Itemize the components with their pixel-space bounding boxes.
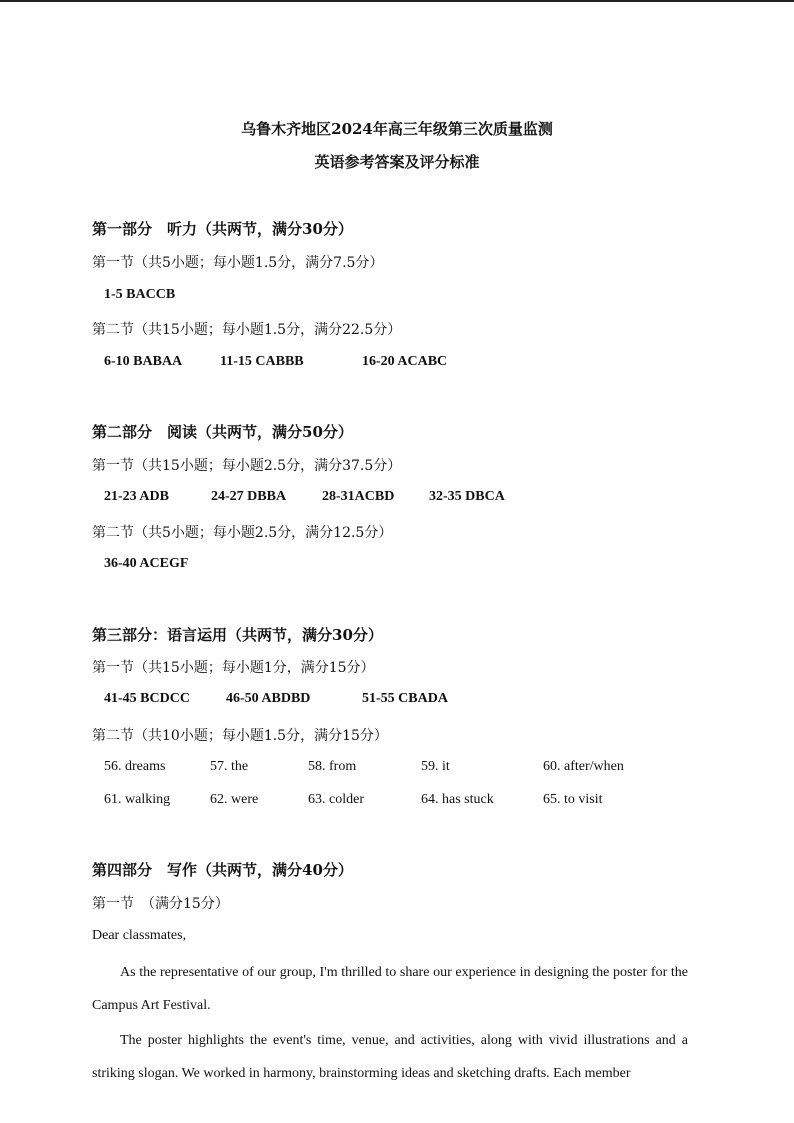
answer-group: 24-27 DBBA xyxy=(211,489,287,504)
answer-group: 16-20 ACABC xyxy=(362,354,448,369)
answer-item: 63. colder xyxy=(308,792,364,807)
part1-sec2-heading: 第二节（共15小题；每小题1.5分，满分22.5分） xyxy=(92,322,402,338)
answer-group: 36-40 ACEGF xyxy=(104,556,189,571)
answer-group: 51-55 CBADA xyxy=(362,691,448,706)
part4-sec1-heading: 第一节 （满分15分） xyxy=(92,896,229,912)
answer-group: 21-23 ADB xyxy=(104,489,169,504)
part3-sec1-heading: 第一节（共15小题；每小题1分，满分15分） xyxy=(92,660,375,676)
document-title: 乌鲁木齐地区2024年高三年级第三次质量监测 xyxy=(241,120,553,138)
answer-group: 11-15 CABBB xyxy=(220,354,304,369)
answer-group: 28-31ACBD xyxy=(322,489,395,504)
answer-group: 6-10 BABAA xyxy=(104,354,183,369)
answer-item: 64. has stuck xyxy=(421,792,494,807)
part1-sec1-heading: 第一节（共5小题；每小题1.5分，满分7.5分） xyxy=(92,255,384,271)
answer-item: 59. it xyxy=(421,759,450,774)
answer-group: 32-35 DBCA xyxy=(429,489,505,504)
part3-sec2-heading: 第二节（共10小题；每小题1.5分，满分15分） xyxy=(92,728,388,744)
top-rule xyxy=(0,0,794,2)
answer-group: 46-50 ABDBD xyxy=(226,691,311,706)
answer-item: 65. to visit xyxy=(543,792,603,807)
part2-heading: 第二部分 阅读（共两节，满分50分） xyxy=(92,423,353,441)
answer-item: 57. the xyxy=(210,759,249,774)
letter-paragraph-2: The poster highlights the event's time, venue, and activities, along with vivid illustrations and a striking slogan. We worked in harmony, brainstorming ideas and sketching drafts. Each member xyxy=(92,1033,688,1081)
document-subtitle: 英语参考答案及评分标准 xyxy=(314,153,480,171)
letter-paragraph-1: As the representative of our group, I'm thrilled to share our experience in designing the poster for the Campus Art Festival. xyxy=(92,965,688,1013)
letter-greeting: Dear classmates, xyxy=(92,928,187,943)
answer-item: 62. were xyxy=(210,792,259,807)
answer-item: 61. walking xyxy=(104,792,171,807)
answer-group: 1-5 BACCB xyxy=(104,287,176,302)
part4-heading: 第四部分 写作（共两节，满分40分） xyxy=(92,861,353,879)
part2-sec2-heading: 第二节（共5小题；每小题2.5分，满分12.5分） xyxy=(92,525,393,541)
part3-heading: 第三部分：语言运用（共两节，满分30分） xyxy=(92,626,383,644)
answer-item: 60. after/when xyxy=(543,759,624,774)
answer-item: 58. from xyxy=(308,759,357,774)
answer-item: 56. dreams xyxy=(104,759,166,774)
part2-sec1-heading: 第一节（共15小题；每小题2.5分，满分37.5分） xyxy=(92,458,402,474)
part1-heading: 第一部分 听力（共两节，满分30分） xyxy=(92,220,353,238)
answer-group: 41-45 BCDCC xyxy=(104,691,190,706)
